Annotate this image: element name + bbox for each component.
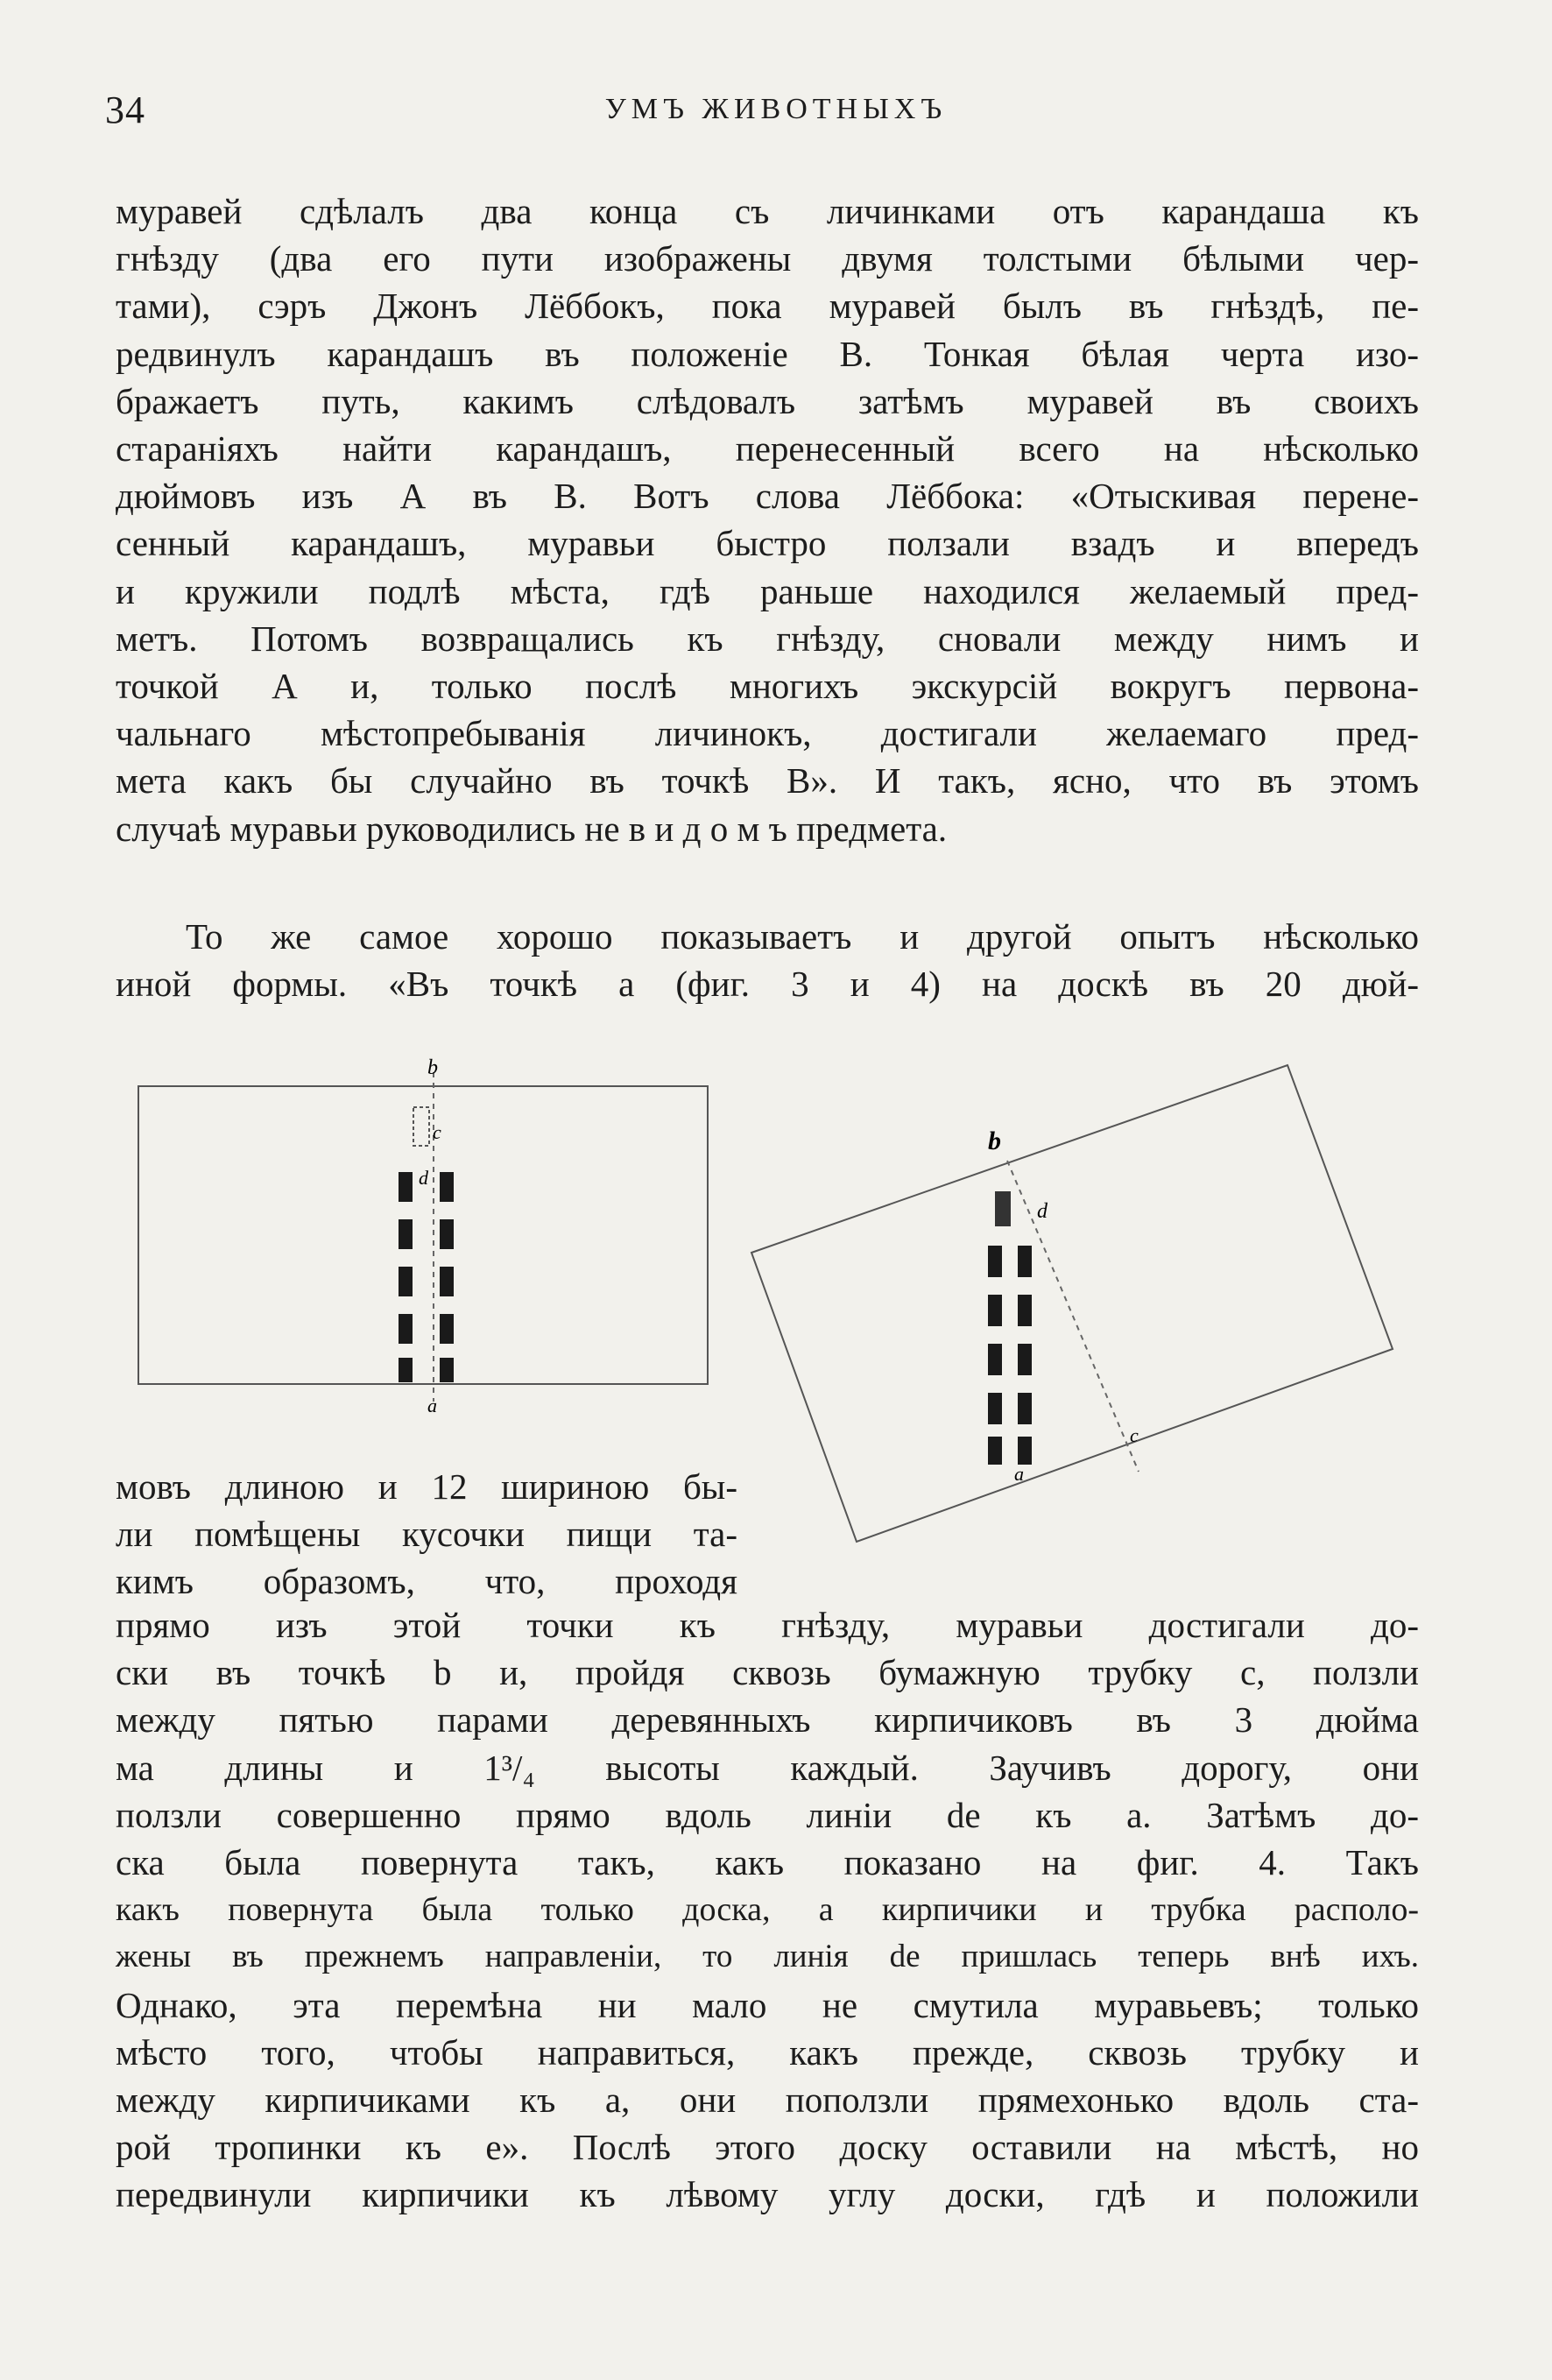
text-line: Однако, эта перемѣна ни мало не смутила муравьевъ; только — [116, 1984, 1419, 2025]
text-line: жены въ прежнемъ направленіи, то линія de пришлась теперь внѣ ихъ. — [116, 1939, 1419, 1975]
label-c: c — [433, 1121, 441, 1143]
brick — [440, 1314, 454, 1344]
board-outline — [138, 1086, 708, 1384]
paper-tube-c — [995, 1191, 1011, 1226]
brick — [1018, 1344, 1032, 1375]
brick-pairs — [399, 1172, 454, 1382]
text-line: передвинули кирпичики къ лѣвому углу доски, гдѣ и положили — [116, 2174, 1419, 2215]
label-b: b — [988, 1126, 1001, 1155]
text-line: стараніяхъ найти карандашъ, перенесенный всего на нѣсколько — [116, 428, 1419, 470]
brick — [399, 1314, 413, 1344]
text-line: между пятью парами деревянныхъ кирпичиковъ въ 3 дюйма — [116, 1699, 1419, 1741]
text-line: какъ повернута была только доска, а кирпичики и трубка располо- — [116, 1891, 1419, 1929]
brick — [440, 1219, 454, 1249]
brick — [440, 1267, 454, 1296]
text-line: случаѣ муравьи руководились не в и д о м ъ предмета. — [116, 808, 948, 849]
text-line: ползли совершенно прямо вдоль линіи de къ а. Затѣмъ до- — [116, 1794, 1419, 1835]
text-line: тами), сэръ Джонъ Лёббокъ, пока муравей былъ въ гнѣздѣ, пе- — [116, 286, 1419, 327]
text-line: ска была повернута такъ, какъ показано на фиг. 4. Такъ — [116, 1842, 1419, 1883]
brick — [1018, 1246, 1032, 1277]
text-line: ма длины и 1³/₄ высоты каждый. Заучивъ дорогу, они — [116, 1747, 1419, 1788]
brick — [988, 1437, 1002, 1465]
brick — [988, 1393, 1002, 1424]
brick — [988, 1246, 1002, 1277]
brick — [988, 1295, 1002, 1326]
brick — [399, 1358, 413, 1382]
text-line: иной формы. «Въ точкѣ а (фиг. 3 и 4) на доскѣ въ 20 дюй- — [116, 964, 1419, 1005]
text-line: гнѣзду (два его пути изображены двумя толстыми бѣлыми чер- — [116, 238, 1419, 279]
brick — [1018, 1393, 1032, 1424]
brick — [1018, 1437, 1032, 1465]
label-e: c — [1130, 1424, 1139, 1446]
figure-4 — [744, 1051, 1401, 1559]
text-line: мовъ длиною и 12 шириною бы- — [116, 1466, 737, 1507]
label-a: a — [427, 1395, 437, 1416]
figure-3 — [131, 1051, 727, 1419]
label-d: d — [419, 1167, 428, 1189]
text-line: ли помѣщены кусочки пищи та- — [116, 1514, 737, 1555]
brick — [440, 1172, 454, 1202]
text-line: рой тропинки къ е». Послѣ этого доску оставили на мѣстѣ, но — [116, 2127, 1419, 2168]
brick-pairs — [988, 1246, 1032, 1465]
text-line: бражаетъ путь, какимъ слѣдовалъ затѣмъ муравей въ своихъ — [116, 380, 1419, 421]
label-d: d — [1037, 1200, 1048, 1223]
brick — [988, 1344, 1002, 1375]
rotated-board-outline — [751, 1065, 1393, 1542]
paragraph-1 — [116, 187, 1419, 852]
page-number: 34 — [105, 88, 145, 131]
text-line: сенный карандашъ, муравьи быстро ползали взадъ и впередъ — [116, 523, 1419, 564]
text-line: между кирпичиками къ а, они поползли прямехонько вдоль ста- — [116, 2080, 1419, 2121]
paper-tube-c — [413, 1107, 429, 1146]
paragraph-3 — [116, 1463, 737, 1606]
text-line: муравей сдѣлалъ два конца съ личинками отъ карандаша къ — [116, 191, 1419, 231]
text-line: точкой А и, только послѣ многихъ экскурсій вокругъ первона- — [116, 666, 1419, 707]
text-line: и кружили подлѣ мѣста, гдѣ раньше находился желаемый пред- — [116, 570, 1419, 611]
text-line: прямо изъ этой точки къ гнѣзду, муравьи достигали до- — [116, 1605, 1419, 1645]
label-b: b — [427, 1056, 438, 1079]
brick — [440, 1358, 454, 1382]
paragraph-4 — [116, 1601, 1419, 2219]
text-line: ски въ точкѣ b и, пройдя сквозь бумажную трубку с, ползли — [116, 1652, 1419, 1693]
text-line: мета какъ бы случайно въ точкѣ В». И такъ, ясно, что въ этомъ — [116, 760, 1419, 802]
brick — [399, 1219, 413, 1249]
text-line: метъ. Потомъ возвращались къ гнѣзду, сновали между нимъ и — [116, 618, 1419, 659]
text-line: чальнаго мѣстопребыванія личинокъ, достигали желаемаго пред- — [116, 713, 1419, 754]
running-title: УМЪ ЖИВОТНЫХЪ — [604, 93, 948, 125]
brick — [399, 1267, 413, 1296]
brick — [1018, 1295, 1032, 1326]
text-line: дюймовъ изъ А въ В. Вотъ слова Лёббока: «Отыскивая перене- — [116, 476, 1419, 517]
text-line: кимъ образомъ, что, проходя — [116, 1561, 737, 1602]
text-line: То же самое хорошо показываетъ и другой опытъ нѣсколько — [186, 916, 1419, 957]
text-line: мѣсто того, чтобы направиться, какъ прежде, сквозь трубку и — [116, 2031, 1419, 2073]
text-line: редвинулъ карандашъ въ положеніе В. Тонкая бѣлая черта изо- — [116, 333, 1419, 374]
label-a: a — [1014, 1463, 1024, 1485]
brick — [399, 1172, 413, 1202]
paragraph-2 — [116, 913, 1419, 1007]
